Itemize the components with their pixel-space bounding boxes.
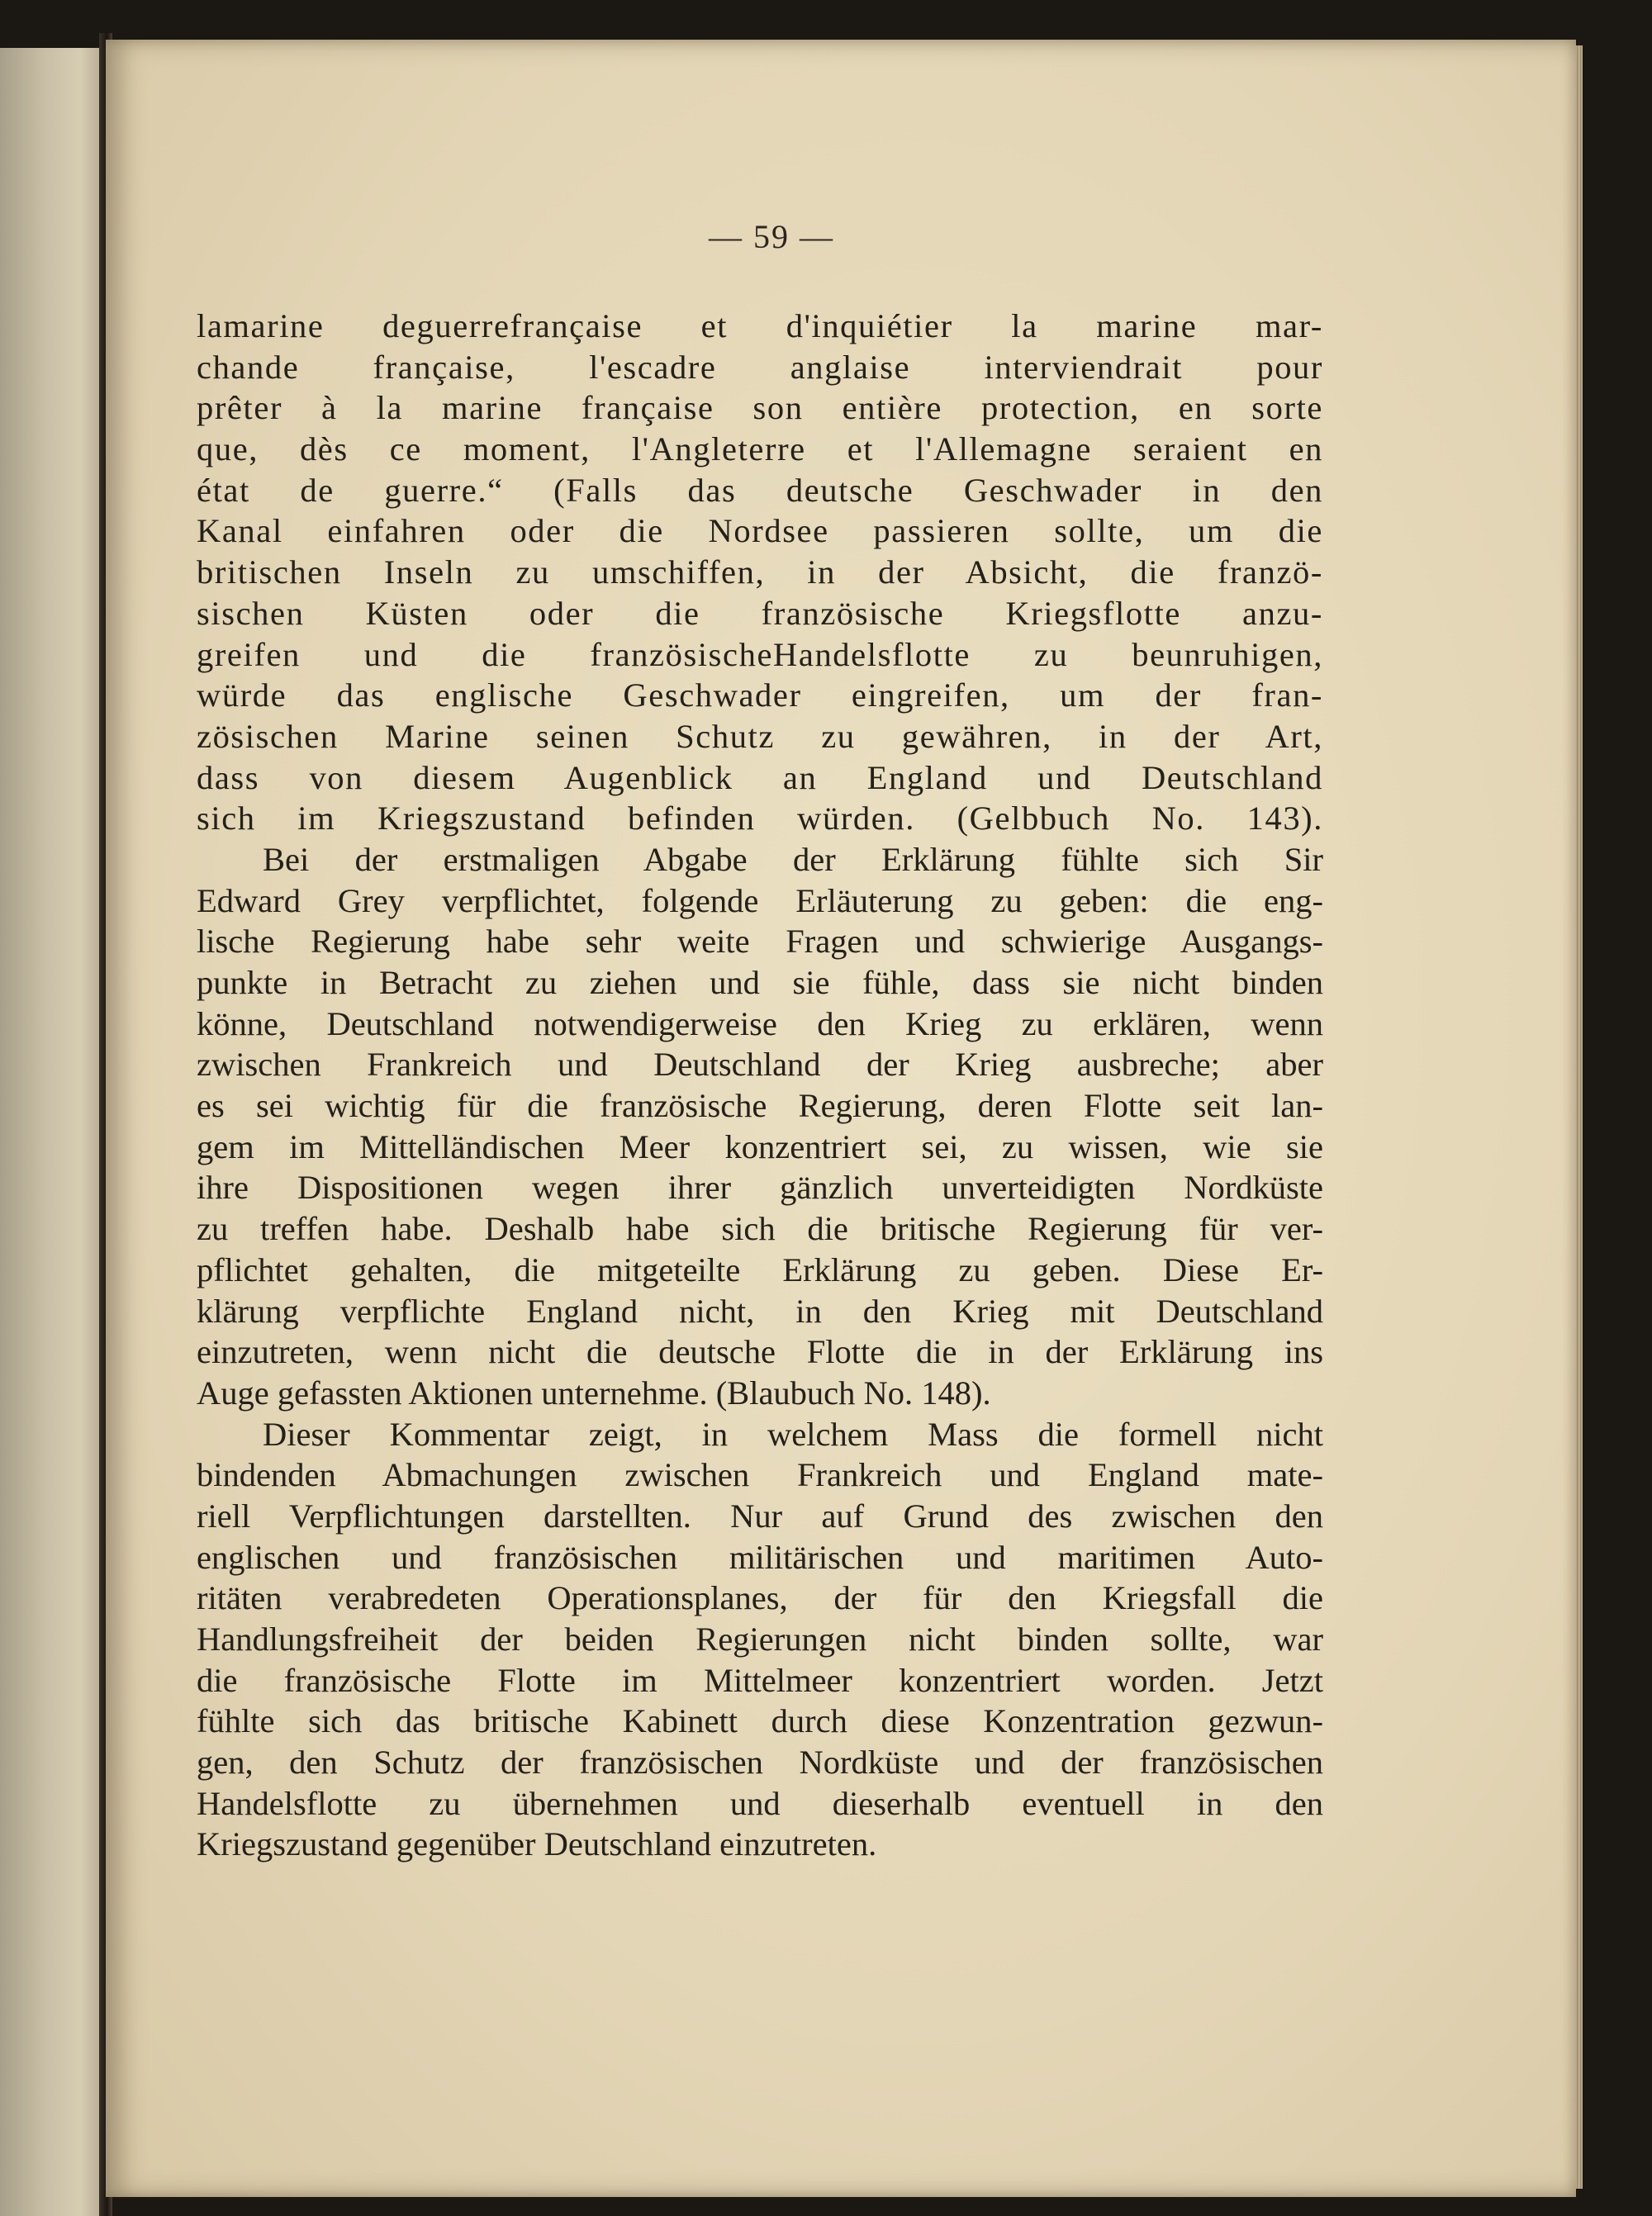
text-line: état de guerre.“ (Falls das deutsche Geschwader in den (197, 471, 1323, 509)
text-line: Dieser Kommentar zeigt, in welchem Mass die formell nicht (263, 1415, 1323, 1453)
text-line: zu treffen habe. Deshalb habe sich die britische Regierung für ver- (197, 1210, 1323, 1248)
text-line: könne, Deutschland notwendigerweise den Krieg zu erklären, wenn (197, 1004, 1323, 1042)
text-line: gem im Mittelländischen Meer konzentriert sei, zu wissen, wie sie (197, 1127, 1323, 1165)
text-line: pflichtet gehalten, die mitgeteilte Erklärung zu geben. Diese Er- (197, 1250, 1323, 1288)
text-line: Kriegszustand gegenüber Deutschland einzutreten. (197, 1825, 877, 1863)
text-line: chande française, l'escadre anglaise interviendrait pour (197, 348, 1323, 386)
text-line: ritäten verabredeten Operationsplanes, der für den Kriegsfall die (197, 1579, 1323, 1617)
facing-page-edge (0, 48, 101, 2216)
text-line: sich im Kriegszustand befinden würden. (Gelbbuch No. 143). (197, 800, 1323, 838)
text-line: Edward Grey verpflichtet, folgende Erläuterung zu geben: die eng- (197, 881, 1323, 919)
text-line: que, dès ce moment, l'Angleterre et l'Allemagne seraient en (197, 430, 1323, 468)
text-line: die französische Flotte im Mittelmeer konzentriert worden. Jetzt (197, 1661, 1323, 1699)
text-line: Handlungsfreiheit der beiden Regierungen nicht binden sollte, war (197, 1620, 1323, 1658)
text-line: riell Verpflichtungen darstellten. Nur auf Grund des zwischen den (197, 1497, 1323, 1535)
text-line: klärung verpflichte England nicht, in den Krieg mit Deutschland (197, 1292, 1323, 1330)
text-line: fühlte sich das britische Kabinett durch diese Konzentration gezwun- (197, 1702, 1323, 1740)
text-line: lische Regierung habe sehr weite Fragen und schwierige Ausgangs- (197, 923, 1323, 961)
page-body (197, 306, 1323, 1865)
text-line: dass von diesem Augenblick an England und Deutschland (197, 758, 1323, 796)
text-line: zwischen Frankreich und Deutschland der Krieg ausbreche; aber (197, 1046, 1323, 1084)
text-line: einzutreten, wenn nicht die deutsche Flotte die in der Erklärung ins (197, 1333, 1323, 1371)
page-number: — 59 — (709, 218, 834, 255)
text-line: britischen Inseln zu umschiffen, in der Absicht, die franzö- (197, 553, 1323, 591)
text-line: gen, den Schutz der französischen Nordküste und der französischen (197, 1744, 1323, 1782)
text-line: punkte in Betracht zu ziehen und sie fühle, dass sie nicht binden (197, 964, 1323, 1001)
text-line: ihre Dispositionen wegen ihrer gänzlich unverteidigten Nordküste (197, 1169, 1323, 1207)
text-line: greifen und die französischeHandelsflotte zu beunruhigen, (197, 635, 1323, 673)
text-line: zösischen Marine seinen Schutz zu gewähren, in der Art, (197, 717, 1323, 755)
paragraph-continuation (197, 306, 1323, 839)
text-line: sischen Küsten oder die französische Kriegsflotte anzu- (197, 594, 1323, 632)
text-line: prêter à la marine française son entière protection, en sorte (197, 389, 1323, 427)
text-line: es sei wichtig für die französische Regierung, deren Flotte seit lan- (197, 1087, 1323, 1125)
text-line: Auge gefassten Aktionen unternehme. (Blaubuch No. 148). (197, 1374, 991, 1412)
text-line: Kanal einfahren oder die Nordsee passieren sollte, um die (197, 512, 1323, 550)
text-line: bindenden Abmachungen zwischen Frankreich und England mate- (197, 1456, 1323, 1494)
text-line: lamarine deguerrefrançaise et d'inquiétier la marine mar- (197, 307, 1323, 344)
text-line: Bei der erstmaligen Abgabe der Erklärung fühlte sich Sir (263, 840, 1323, 878)
text-line: würde das englische Geschwader eingreifen, um der fran- (197, 676, 1323, 714)
paragraph-commentary (197, 1414, 1323, 1866)
paragraph-grey-explanation (197, 839, 1323, 1414)
text-line: Handelsflotte zu übernehmen und dieserhalb eventuell in den (197, 1784, 1323, 1822)
text-line: englischen und französischen militärischen und maritimen Auto- (197, 1538, 1323, 1576)
